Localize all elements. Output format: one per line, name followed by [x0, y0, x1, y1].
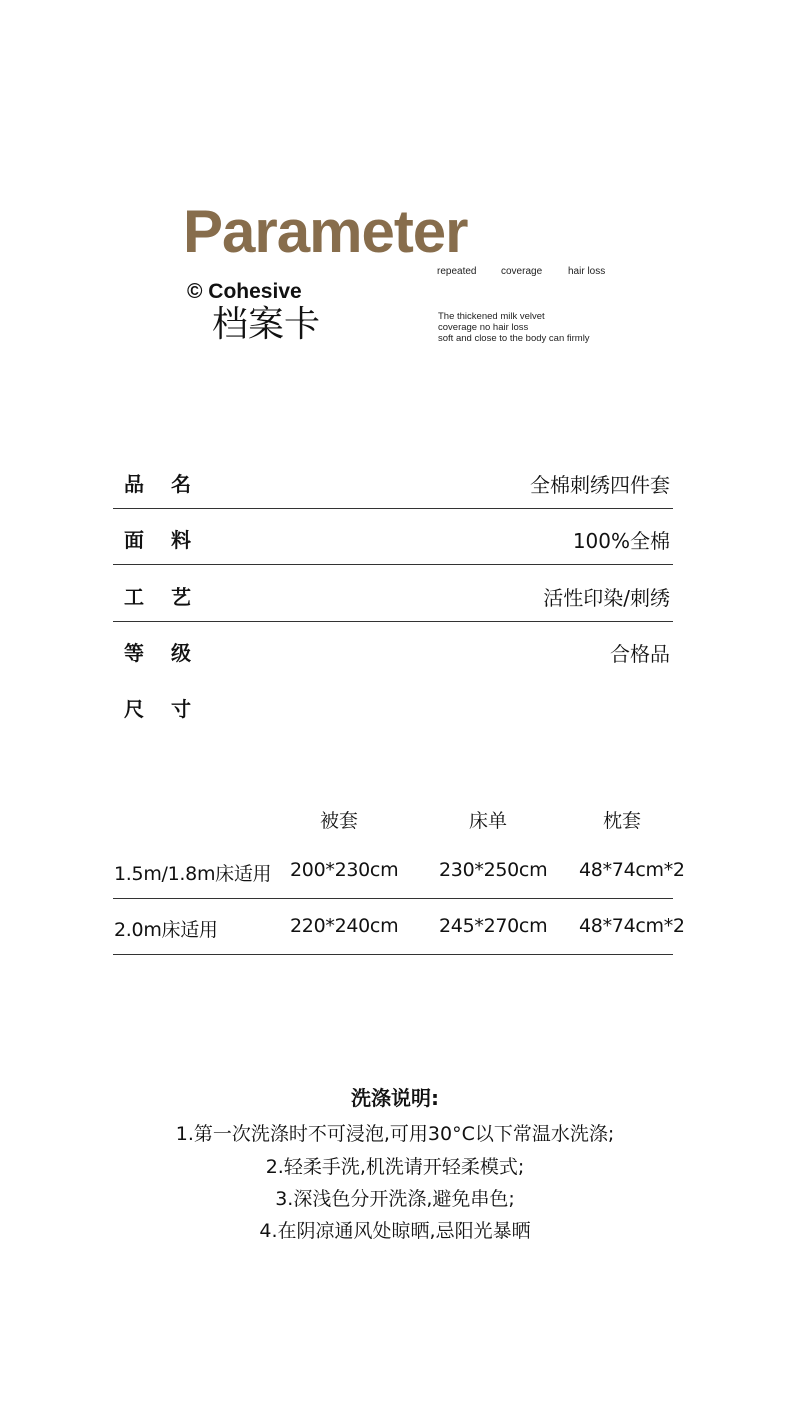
size-pillow-cell: 48*74cm*2 — [579, 915, 685, 937]
product-description — [438, 311, 590, 344]
param-value: 100%全棉 — [572, 529, 670, 553]
size-bed-cell: 2.0m床适用 — [114, 919, 218, 941]
param-value: 活性印染/刺绣 — [543, 586, 670, 610]
param-row-craft — [113, 565, 673, 622]
size-header-bed-sheet: 床单 — [469, 810, 508, 832]
param-row-product-name — [113, 452, 673, 509]
size-duvet-cell: 220*240cm — [290, 915, 399, 937]
description-line: The thickened milk velvet — [438, 311, 545, 322]
wash-instructions-title: 洗涤说明: — [351, 1086, 439, 1110]
param-row-grade — [113, 621, 673, 677]
size-header-pillowcase: 枕套 — [603, 810, 642, 832]
size-sheet-cell: 230*250cm — [439, 859, 548, 881]
size-header-duvet-cover: 被套 — [320, 810, 359, 832]
size-table-row — [113, 842, 685, 899]
param-label: 工艺 — [124, 585, 218, 609]
tag-hair-loss: hair loss — [568, 266, 606, 277]
param-label: 面料 — [124, 528, 218, 552]
page-title: Parameter — [183, 198, 468, 265]
tag-repeated: repeated — [437, 266, 477, 277]
tag-coverage: coverage — [501, 266, 543, 277]
subtitle-profile-card: 档案卡 — [212, 304, 321, 345]
param-label: 尺寸 — [124, 697, 218, 721]
size-sheet-cell: 245*270cm — [439, 915, 548, 937]
param-label: 等级 — [124, 641, 218, 665]
param-row-size — [113, 677, 673, 733]
description-line: coverage no hair loss — [438, 322, 529, 333]
brand-name: © Cohesive — [187, 280, 302, 303]
size-duvet-cell: 200*230cm — [290, 859, 399, 881]
param-row-fabric — [113, 508, 673, 565]
wash-instruction-line: 3.深浅色分开洗涤,避免串色; — [275, 1188, 515, 1210]
description-line: soft and close to the body can firmly — [438, 333, 590, 344]
size-table-row — [113, 898, 685, 955]
param-value: 全棉刺绣四件套 — [530, 473, 670, 497]
wash-instruction-line: 1.第一次洗涤时不可浸泡,可用30°C以下常温水洗涤; — [175, 1123, 615, 1145]
size-bed-cell: 1.5m/1.8m床适用 — [114, 863, 272, 885]
param-value: 合格品 — [610, 642, 670, 666]
wash-instruction-line: 2.轻柔手洗,机洗请开轻柔模式; — [265, 1156, 525, 1178]
wash-instruction-line: 4.在阴凉通风处晾晒,忌阳光暴晒 — [259, 1220, 531, 1242]
param-label: 品名 — [124, 472, 218, 496]
size-pillow-cell: 48*74cm*2 — [579, 859, 685, 881]
